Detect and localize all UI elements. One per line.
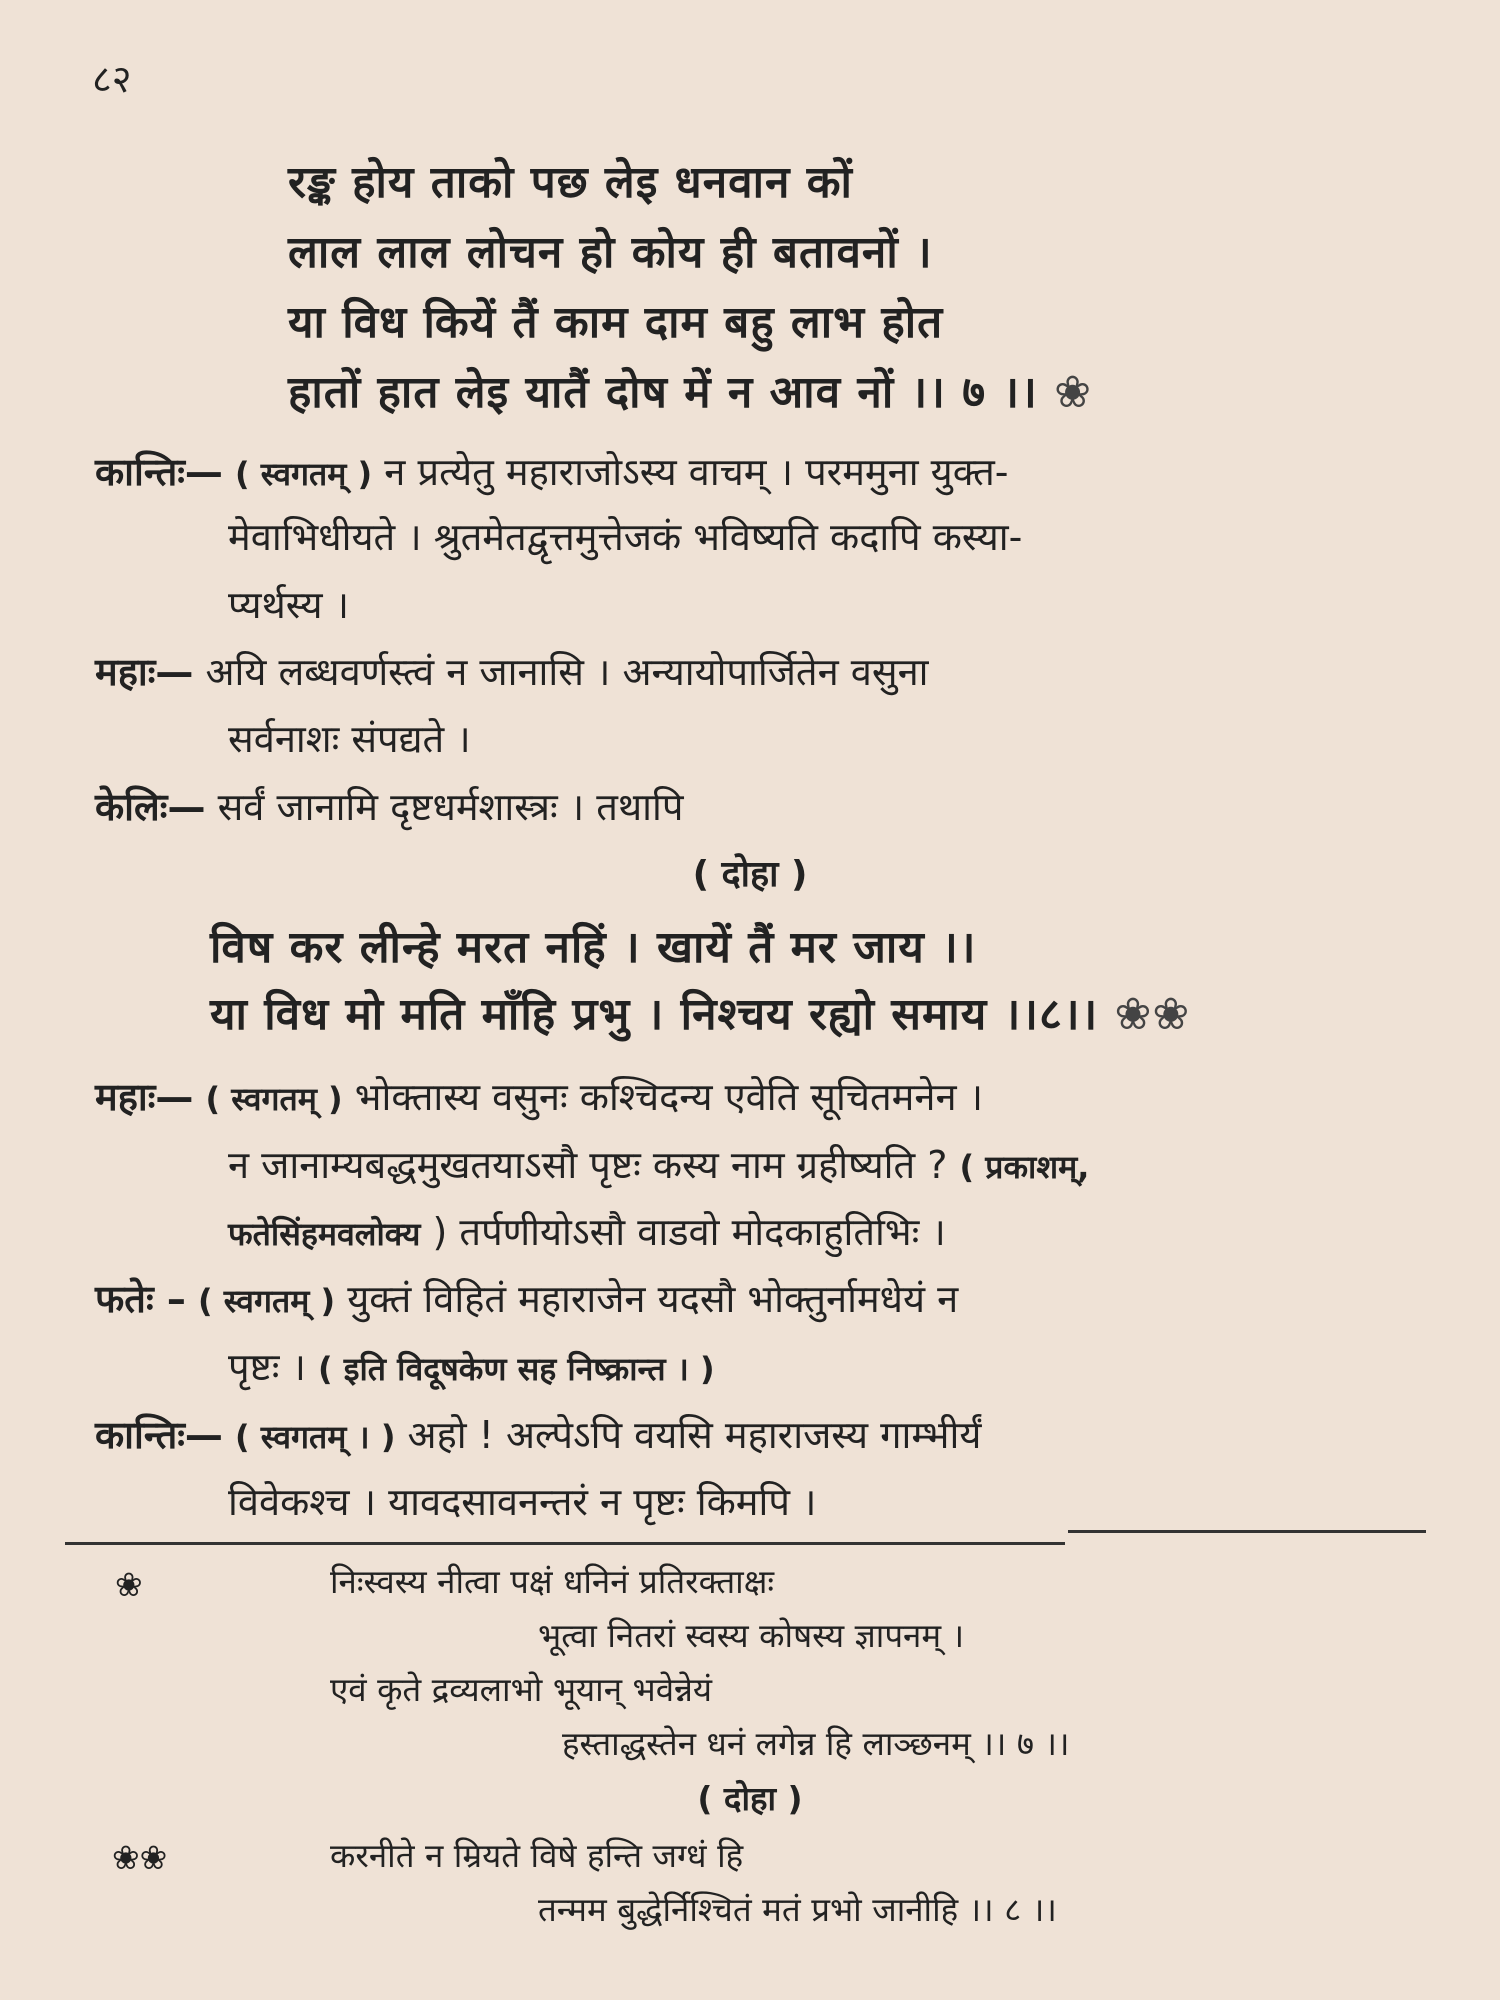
speaker-label: महाः— — [95, 1075, 194, 1119]
doha-line: या विध मो मति माँहि प्रभु । निश्चय रह्यो समाय ।।८।। ❀❀ — [210, 989, 1191, 1040]
dialogue-line: कान्तिः— ( स्वगतम् । ) अहो ! अल्पेऽपि वयसि महाराजस्य गाम्भीर्यं — [95, 1413, 982, 1457]
footnote-line: भूत्वा नितरां स्वस्य कोषस्य ज्ञापनम् । — [538, 1616, 965, 1655]
footnote-doha-heading: ( दोहा ) — [697, 1779, 803, 1818]
stage-direction: ( स्वगतम् । ) — [235, 1418, 396, 1456]
speaker-label: केलिः— — [95, 785, 206, 829]
dialogue-line: प्यर्थस्य । — [228, 583, 350, 627]
dialogue-line: विवेकश्च । यावदसावनन्तरं न पृष्टः किमपि । — [228, 1480, 817, 1524]
dialogue-line: महाः— अयि लब्धवर्णस्त्वं न जानासि । अन्यायोपार्जितेन वसुना — [95, 650, 929, 694]
verse-line: रङ्क होय ताको पछ लेइ धनवान कों — [288, 157, 853, 208]
footnote-marker: ❀ — [115, 1565, 143, 1604]
doha-line: विष कर लीन्हे मरत नहिं । खायें तैं मर जाय ।। — [210, 922, 977, 973]
dialogue-line: फतेसिंहमवलोक्य ) तर्पणीयोऽसौ वाडवो मोदकाहुतिभिः । — [228, 1210, 946, 1254]
verse-line: लाल लाल लोचन हो कोय ही बतावनों । — [288, 227, 933, 278]
footnote-line: तन्मम बुद्धेर्निश्चितं मतं प्रभो जानीहि ।। ८ ।। — [538, 1890, 1057, 1929]
footnote-line: एवं कृते द्रव्यलाभो भूयान् भवेन्नेयं — [330, 1670, 713, 1709]
footnote-line: हस्ताद्धस्तेन धनं लगेन्न हि लाञ्छनम् ।। ७ ।। — [562, 1724, 1070, 1763]
stage-direction: ( स्वगतम् ) — [205, 1080, 343, 1118]
footnote-rule — [65, 1542, 1065, 1545]
speaker-label: कान्तिः— — [95, 450, 223, 494]
footnote-line: करनीते न म्रियते विषे हन्ति जग्धं हि — [330, 1836, 744, 1875]
dialogue-line: न जानाम्यबद्धमुखतयाऽसौ पृष्टः कस्य नाम ग्रहीष्यति ? ( प्रकाशम्, — [228, 1143, 1090, 1187]
page-number: ८२ — [92, 57, 132, 101]
verse-line: या विध कियें तैं काम दाम बहु लाभ होत — [288, 297, 944, 348]
flower-footnote-mark: ❀❀ — [1114, 989, 1191, 1040]
dialogue-line: महाः— ( स्वगतम् ) भोक्तास्य वसुनः कश्चिदन्य एवेति सूचितमनेन । — [95, 1075, 984, 1119]
footnote-rule — [1068, 1530, 1426, 1533]
stage-direction: ( प्रकाशम्, — [959, 1148, 1090, 1186]
flower-footnote-mark: ❀ — [1054, 367, 1092, 418]
verse-line: हातों हात लेइ यातैं दोष में न आव नों ।। ७ ।। ❀ — [288, 367, 1092, 418]
dialogue-line: मेवाभिधीयते । श्रुतमेतद्वृत्तमुत्तेजकं भविष्यति कदापि कस्या- — [228, 515, 1023, 559]
dialogue-line: फतेः – ( स्वगतम् ) युक्तं विहितं महाराजेन यदसौ भोक्तुर्नामधेयं न — [95, 1277, 959, 1321]
stage-direction: फतेसिंहमवलोक्य — [228, 1215, 421, 1253]
speaker-label: कान्तिः— — [95, 1413, 223, 1457]
speaker-label: महाः— — [95, 650, 194, 694]
stage-direction: ( इति विदूषकेण सह निष्क्रान्त । ) — [318, 1350, 715, 1388]
footnote-line: निःस्वस्य नीत्वा पक्षं धनिनं प्रतिरक्ताक्षः — [330, 1562, 775, 1601]
doha-heading: ( दोहा ) — [692, 854, 808, 895]
stage-direction: ( स्वगतम् ) — [197, 1282, 336, 1320]
dialogue-line: कान्तिः— ( स्वगतम् ) न प्रत्येतु महाराजोऽस्य वाचम् । परममुना युक्त- — [95, 450, 1009, 494]
footnote-marker: ❀❀ — [112, 1838, 168, 1877]
dialogue-line: केलिः— सर्वं जानामि दृष्टधर्मशास्त्रः । तथापि — [95, 785, 684, 829]
dialogue-line: पृष्टः । ( इति विदूषकेण सह निष्क्रान्त । ) — [228, 1345, 715, 1389]
dialogue-line: सर्वनाशः संपद्यते । — [228, 717, 471, 761]
stage-direction: ( स्वगतम् ) — [235, 455, 373, 493]
speaker-label: फतेः – — [95, 1277, 186, 1321]
